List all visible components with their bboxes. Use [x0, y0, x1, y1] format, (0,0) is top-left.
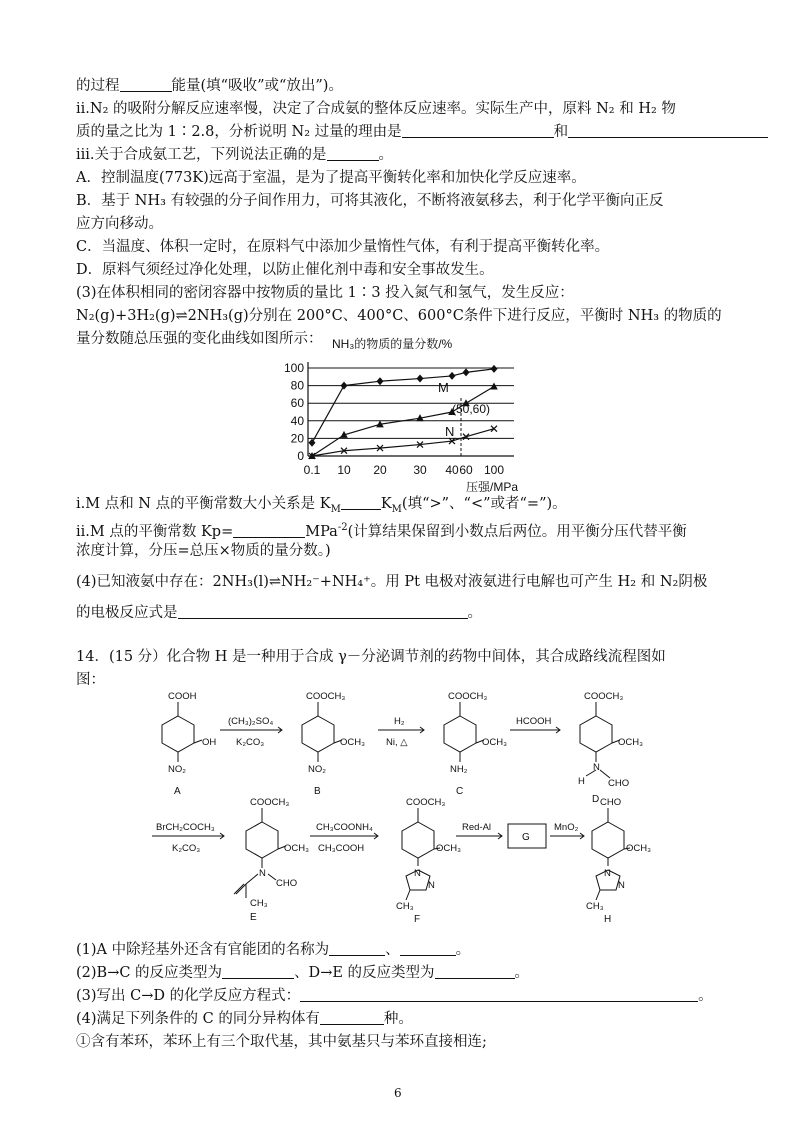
svg-text:Ni, △: Ni, △ — [386, 737, 408, 748]
x-tick-labels — [304, 463, 505, 477]
x-tick-label: 30 — [413, 463, 427, 477]
option-c: C．当温度、体积一定时，在原料气中添加少量惰性气体，有利于提高平衡转化率。 — [76, 239, 610, 255]
svg-text:CHO: CHO — [276, 878, 298, 889]
x-tick-label: 60 — [459, 463, 473, 477]
text-line: N₂(g)+3H₂(g)⇌2NH₃(g)分别在 200°C、400°C、600°C条件下进行反应，平衡时 NH₃ 的物质的 — [76, 308, 722, 324]
question-14-1: (1)A 中除羟基外还含有官能团的名称为 、 。 — [76, 942, 471, 958]
svg-text:N: N — [414, 868, 421, 879]
svg-text:COOCH₃: COOCH₃ — [584, 691, 624, 702]
svg-text:K₂CO₃: K₂CO₃ — [172, 843, 201, 854]
data-point-diamond — [377, 377, 384, 385]
x-tick-label: 20 — [373, 463, 387, 477]
option-d: D．原料气须经过净化处理，以防止催化剂中毒和安全事故发生。 — [76, 262, 494, 278]
answer-blank[interactable] — [178, 603, 468, 619]
svg-text:OCH₃: OCH₃ — [626, 843, 651, 854]
y-tick-label: 100 — [283, 361, 304, 375]
text-line: ii.N₂ 的吸附分解反应速率慢，决定了合成氨的整体反应速率。实际生产中，原料 N₂ 和 H₂ 物 — [76, 101, 676, 117]
text-line: 浓度计算，分压=总压×物质的量分数。) — [76, 543, 331, 559]
svg-text:CHO: CHO — [608, 778, 630, 789]
svg-text:CH₃COOH: CH₃COOH — [318, 843, 365, 854]
label-n: N — [445, 424, 455, 439]
svg-text:N: N — [428, 880, 435, 891]
answer-blank[interactable] — [402, 122, 554, 138]
text-line: (4)已知液氨中存在：2NH₃(l)⇌NH₂⁻+NH₄⁺。用 Pt 电极对液氨进行电解也可产生 H₂ 和 N₂阴极 — [76, 574, 708, 590]
svg-text:(CH₃)₂SO₄: (CH₃)₂SO₄ — [228, 716, 274, 727]
svg-text:CH₃: CH₃ — [396, 901, 414, 912]
answer-blank[interactable] — [341, 494, 381, 510]
data-point-diamond — [417, 375, 424, 383]
svg-text:OCH₃: OCH₃ — [618, 737, 643, 748]
svg-text:HCOOH: HCOOH — [516, 716, 552, 727]
benzene-ring-c — [444, 716, 476, 752]
answer-blank[interactable] — [400, 940, 456, 956]
svg-text:BrCH₂COCH₃: BrCH₂COCH₃ — [156, 822, 215, 833]
svg-text:OH: OH — [202, 737, 217, 748]
y-tick-label: 80 — [290, 378, 304, 393]
answer-blank[interactable] — [120, 76, 172, 92]
option-b-cont: 应方向移动。 — [76, 216, 163, 232]
text-line: i.M 点和 N 点的平衡常数大小关系是 $K_M$ $K_M$(填“>”、“<”或者“=”)。 — [76, 496, 567, 515]
svg-text:N: N — [604, 868, 611, 879]
text-line: 图： — [76, 672, 105, 688]
label-h: H — [604, 914, 612, 925]
x-tick-label: 100 — [483, 463, 505, 477]
answer-blank[interactable] — [222, 963, 294, 979]
answer-blank[interactable] — [300, 986, 698, 1002]
svg-text:NO₂: NO₂ — [168, 764, 186, 775]
label-g: G — [522, 832, 530, 843]
data-point-diamond — [309, 439, 316, 447]
question-14-3: (3)写出 C→D 的化学反应方程式： 。 — [76, 988, 713, 1004]
y-tick-labels — [284, 361, 304, 463]
svg-text:COOCH₃: COOCH₃ — [250, 797, 290, 808]
text-line: 量分数随总压强的变化曲线如图所示： — [76, 331, 323, 347]
svg-text:NH₂: NH₂ — [450, 764, 468, 775]
svg-text:OCH₃: OCH₃ — [340, 737, 365, 748]
question-14: 14．(15 分）化合物 H 是一种用于合成 γ－分泌调节剂的药物中间体，其合成路线流程图如 — [76, 649, 666, 665]
svg-text:H: H — [578, 776, 585, 787]
data-point-diamond — [341, 382, 348, 390]
x-axis-label: 压强/MPa — [466, 480, 519, 494]
svg-text:K₂CO₃: K₂CO₃ — [236, 737, 265, 748]
x-tick-label: 40 — [445, 463, 459, 477]
nh3-fraction-chart — [270, 336, 540, 496]
benzene-ring-h — [592, 822, 624, 858]
svg-text:OCH₃: OCH₃ — [482, 737, 507, 748]
y-tick-label: 40 — [290, 413, 304, 428]
benzene-ring-f — [402, 822, 434, 858]
svg-text:NO₂: NO₂ — [308, 764, 326, 775]
x-tick-label: 10 — [337, 463, 351, 477]
benzene-ring-e — [246, 822, 278, 858]
label-coord: (50,60) — [452, 402, 491, 416]
svg-text:MnO₂: MnO₂ — [554, 822, 579, 833]
option-a: A．控制温度(773K)远高于室温，是为了提高平衡转化率和加快化学反应速率。 — [76, 170, 586, 186]
answer-blank[interactable] — [568, 122, 768, 138]
answer-blank[interactable] — [329, 940, 385, 956]
svg-text:H₂: H₂ — [394, 716, 405, 727]
svg-text:N: N — [593, 762, 600, 773]
label-e: E — [250, 912, 257, 923]
label-c: C — [456, 786, 464, 797]
svg-text:CHO: CHO — [600, 797, 622, 808]
text-line: 的电极反应式是 。 — [76, 605, 482, 621]
y-tick-label: 60 — [290, 396, 304, 411]
series-line — [312, 429, 494, 456]
data-point-diamond — [449, 372, 456, 380]
label-b: B — [314, 786, 321, 797]
benzene-ring-b — [302, 716, 334, 752]
question-14-2: (2)B→C 的反应类型为 、D→E 的反应类型为 。 — [76, 965, 530, 981]
svg-text:COOCH₃: COOCH₃ — [306, 691, 346, 702]
svg-text:OCH₃: OCH₃ — [284, 843, 309, 854]
text-line: iii.关于合成氨工艺，下列说法正确的是 。 — [76, 147, 394, 163]
svg-text:COOCH₃: COOCH₃ — [406, 797, 446, 808]
answer-blank[interactable] — [233, 522, 305, 538]
text-line: (3)在体积相同的密闭容器中按物质的量比 1∶3 投入氮气和氢气，发生反应： — [76, 285, 574, 301]
option-b: B．基于 NH₃ 有较强的分子间作用力，可将其液化，不断将液氨移去，利于化学平衡向正反 — [76, 193, 664, 209]
label-f: F — [414, 914, 421, 925]
data-point-diamond — [463, 368, 470, 376]
benzene-ring-d — [580, 716, 612, 752]
svg-text:N: N — [259, 868, 266, 879]
text-line: 质的量之比为 1∶2.8，分析说明 N₂ 过量的理由是 和 — [76, 122, 768, 142]
svg-text:OCH₃: OCH₃ — [436, 843, 461, 854]
label-d: D — [592, 794, 600, 805]
label-m: M — [438, 380, 449, 395]
synthesis-scheme — [150, 688, 670, 928]
data-point-diamond — [491, 365, 498, 373]
label-a: A — [174, 786, 181, 797]
page-number: 6 — [394, 1086, 402, 1100]
answer-blank[interactable] — [327, 145, 379, 161]
question-14-4: (4)满足下列条件的 C 的同分异构体有 种。 — [76, 1011, 413, 1027]
condition-1: ①含有苯环，苯环上有三个取代基，其中氨基只与苯环直接相连; — [76, 1034, 487, 1050]
svg-text:CH₃: CH₃ — [586, 901, 604, 912]
x-tick-label: 0.1 — [303, 463, 321, 477]
text-line: 的过程 能量(填“吸收”或“放出”)。 — [76, 78, 343, 94]
y-tick-label: 0 — [297, 449, 304, 463]
text-line: ii.M 点的平衡常数 Kp= MPa$^{-2}$(计算结果保留到小数点后两位。用平衡分压代替平衡 — [76, 522, 687, 540]
chart-title: NH₃的物质的量分数/% — [332, 337, 453, 351]
svg-text:Red-Al: Red-Al — [462, 822, 492, 833]
svg-text:N: N — [618, 880, 625, 891]
svg-text:COOCH₃: COOCH₃ — [448, 691, 488, 702]
answer-blank[interactable] — [435, 963, 515, 979]
answer-blank[interactable] — [320, 1009, 384, 1025]
svg-text:COOH: COOH — [168, 691, 197, 702]
benzene-ring-a — [162, 716, 194, 752]
svg-text:CH₃COONH₄: CH₃COONH₄ — [316, 822, 373, 833]
y-tick-label: 20 — [290, 431, 304, 446]
svg-text:CH₃: CH₃ — [250, 898, 268, 909]
